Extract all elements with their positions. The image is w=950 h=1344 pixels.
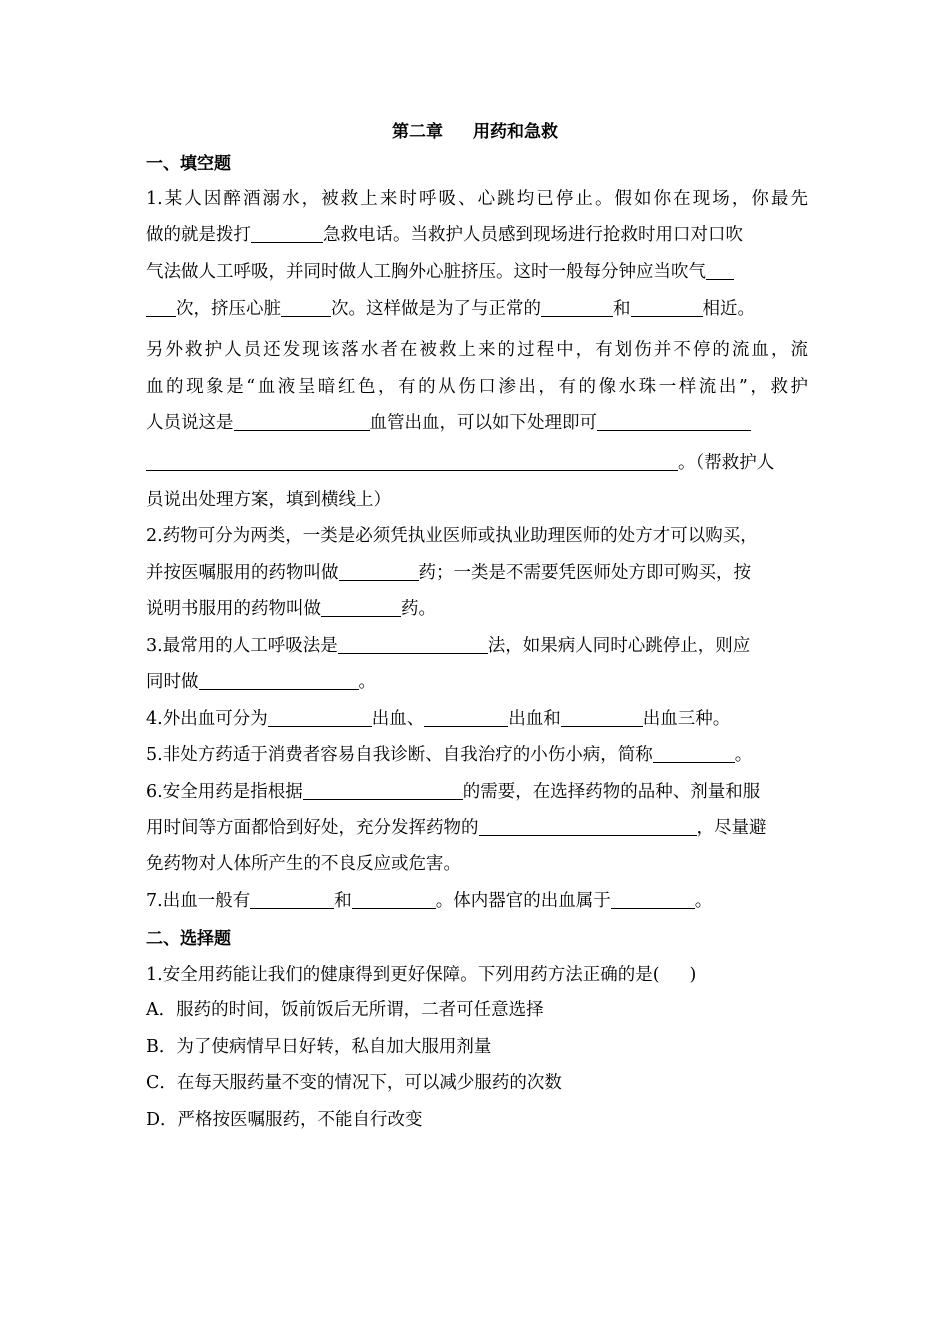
q1-line-1: 1.某人因醉酒溺水，被救上来时呼吸、心跳均已停止。假如你在现场，你最先	[146, 189, 808, 209]
q4-line: 4.外出血可分为 出血、 出血和 出血三种。	[146, 709, 731, 729]
q3-line-1: 3.最常用的人工呼吸法是 法，如果病人同时心跳停止，则应	[146, 636, 751, 656]
answer-blank[interactable]	[631, 298, 703, 317]
answer-blank[interactable]	[424, 708, 508, 727]
q2-line-2: 并按医嘱服用的药物叫做 药；一类是不需要凭医师处方即可购买，按	[146, 563, 751, 583]
page-title	[0, 117, 950, 142]
q2-line-3: 说明书服用的药物叫做 药。	[146, 599, 436, 619]
q1-line-8: 。（帮救护人	[146, 451, 808, 475]
mc1-option-b[interactable]: B．为了使病情早日好转，私自加大服用剂量	[146, 1037, 492, 1057]
q5-line: 5.非处方药适于消费者容易自我诊断、自我治疗的小伤小病，简称 。	[146, 745, 753, 765]
q6-line-2: 用时间等方面都恰到好处，充分发挥药物的 ，尽量避	[146, 818, 767, 838]
answer-blank[interactable]	[234, 412, 370, 431]
answer-blank[interactable]	[479, 817, 697, 836]
q1-line-2: 做的就是拨打 急救电话。当救护人员感到现场进行抢救时用口对口吹	[146, 225, 743, 245]
answer-blank[interactable]	[653, 744, 735, 763]
answer-blank[interactable]	[251, 224, 323, 243]
q1-line-9: 员说出处理方案，填到横线上）	[146, 490, 391, 510]
mc1-option-c[interactable]: C．在每天服药量不变的情况下，可以减少服药的次数	[146, 1073, 562, 1093]
mc1-stem: 1.安全用药能让我们的健康得到更好保障。下列用药方法正确的是( )	[146, 965, 697, 985]
q6-line-1: 6.安全用药是指根据 的需要，在选择药物的品种、剂量和服	[146, 782, 761, 802]
answer-blank[interactable]	[339, 562, 419, 581]
q7-line: 7.出血一般有 和 。体内器官的出血属于 。	[146, 891, 713, 911]
answer-blank[interactable]	[146, 452, 678, 471]
answer-blank[interactable]	[146, 298, 176, 317]
q6-line-3: 免药物对人体所产生的不良反应或危害。	[146, 854, 461, 874]
mc1-option-d[interactable]: D．严格按医嘱服药，不能自行改变	[146, 1110, 423, 1130]
answer-blank[interactable]	[303, 781, 463, 800]
answer-blank[interactable]	[541, 298, 613, 317]
q1-line-5: 另外救护人员还发现该落水者在被救上来的过程中，有划伤并不停的流血，流	[146, 340, 808, 360]
answer-blank[interactable]	[597, 412, 751, 431]
q3-line-2: 同时做 。	[146, 672, 376, 692]
chapter-label: 第二章	[392, 122, 443, 142]
chapter-topic: 用药和急救	[473, 122, 558, 142]
answer-blank[interactable]	[706, 261, 734, 280]
q1-line-4: 次，挤压心脏 次。这样做是为了与正常的 和 相近。	[146, 297, 808, 321]
answer-blank[interactable]	[281, 298, 331, 317]
answer-blank[interactable]	[250, 890, 334, 909]
answer-blank[interactable]	[199, 671, 359, 690]
answer-blank[interactable]	[321, 598, 401, 617]
mc1-option-a[interactable]: A．服药的时间，饭前饭后无所谓，二者可任意选择	[146, 1000, 544, 1020]
section-heading-multiple-choice: 二、选择题	[146, 929, 231, 949]
q1-line-7: 人员说这是 血管出血，可以如下处理即可	[146, 411, 808, 435]
section-heading-fill-in: 一、填空题	[146, 154, 231, 174]
answer-blank[interactable]	[611, 890, 695, 909]
answer-blank[interactable]	[268, 708, 372, 727]
answer-blank[interactable]	[338, 635, 488, 654]
q1-line-6: 血的现象是“血液呈暗红色，有的从伤口渗出，有的像水珠一样流出”，救护	[146, 377, 808, 397]
q2-line-1: 2.药物可分为两类，一类是必须凭执业医师或执业助理医师的处方才可以购买，	[146, 526, 758, 546]
q1-line-3: 气法做人工呼吸，并同时做人工胸外心脏挤压。这时一般每分钟应当吹气	[146, 260, 808, 284]
answer-blank[interactable]	[352, 890, 436, 909]
answer-blank[interactable]	[561, 708, 643, 727]
